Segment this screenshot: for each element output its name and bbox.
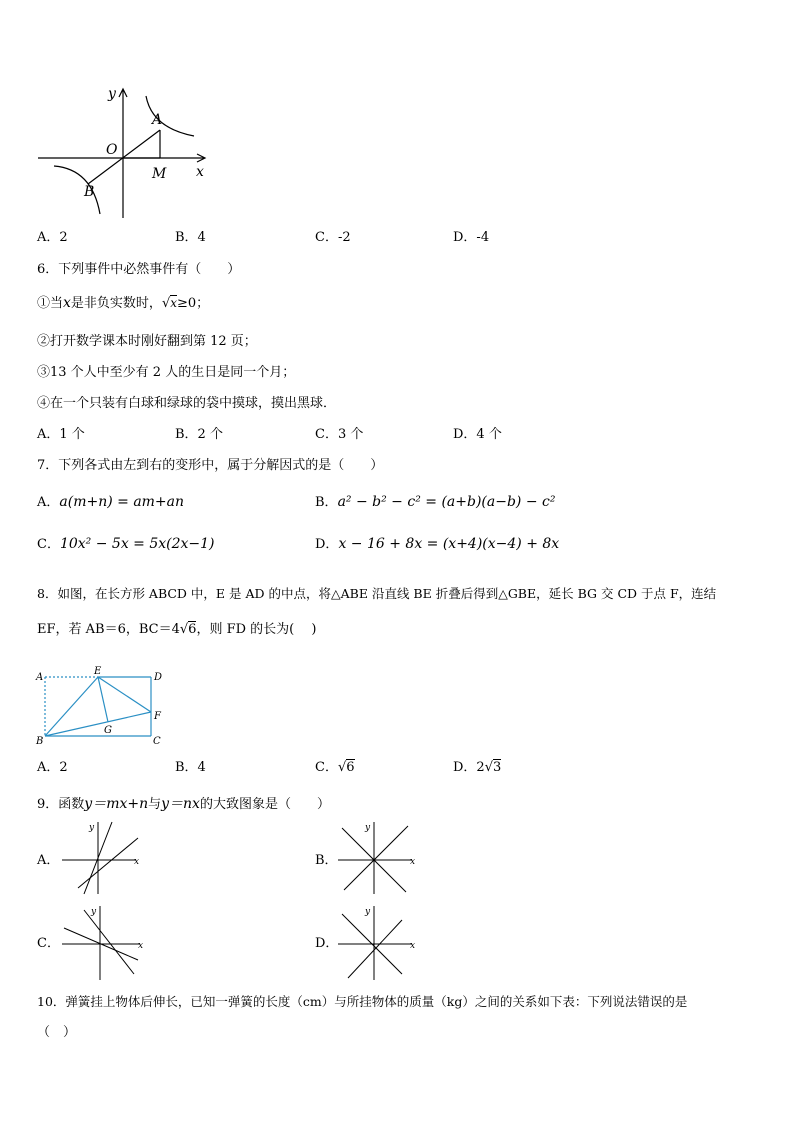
q9-stem — [37, 796, 330, 813]
q5-label-y: y — [108, 86, 116, 102]
q9a-label-y: y — [89, 823, 95, 833]
q8-option-c-label: C． — [315, 760, 338, 775]
q6-option-a[interactable]: A．1 个 — [37, 427, 85, 442]
q7-option-b[interactable] — [315, 494, 555, 511]
q8-stem-line-2-post: ，则 FD 的长为( ) — [196, 622, 317, 637]
q8-label-f: F — [154, 711, 161, 722]
q7-option-a-expr: a(m+n) = am+an — [59, 494, 185, 510]
q8-label-a: A — [36, 672, 44, 683]
q6-item-1 — [37, 295, 209, 312]
q10-stem-line-1: 10．弹簧挂上物体后伸长，已知一弹簧的长度（cm）与所挂物体的质量（kg）之间的关系如下表：下列说法错误的是 — [37, 994, 688, 1009]
q8-option-c[interactable] — [315, 760, 355, 776]
sqrt-icon: √ — [337, 760, 347, 775]
q8-figure — [34, 666, 170, 746]
q9b-label-y: y — [365, 823, 371, 833]
q7-option-d[interactable] — [315, 536, 559, 553]
q9-graph-b — [336, 818, 421, 898]
q8-label-e: E — [94, 666, 102, 677]
q5-option-d[interactable]: D．-4 — [453, 230, 490, 245]
q8-option-d[interactable] — [453, 760, 501, 776]
q9-option-d[interactable]: D． — [315, 936, 339, 951]
q9b-label-x: x — [410, 857, 416, 867]
q6-item-1-mid: 是非负实数时， — [70, 296, 162, 311]
q7-stem: 7．下列各式由左到右的变形中，属于分解因式的是（ ） — [37, 458, 384, 473]
q8-label-g: G — [104, 725, 112, 736]
q9-stem-pre: 9．函数 — [37, 797, 85, 812]
q8-stem-line-2-rad: 6 — [188, 622, 197, 637]
q9-stem-mid: 与 — [148, 797, 162, 812]
q8-option-c-rad: 6 — [346, 760, 355, 775]
q7-option-d-expr: x − 16 + 8x = (x+4)(x−4) + 8x — [338, 536, 560, 552]
q9-stem-f2: y＝nx — [161, 796, 200, 812]
q6-stem: 6．下列事件中必然事件有（ ） — [37, 262, 241, 277]
q8-segment-ef — [98, 677, 151, 712]
q8-option-a[interactable]: A．2 — [37, 760, 68, 775]
q8-stem-line-2 — [37, 622, 316, 638]
q5-label-b: B — [84, 184, 95, 200]
q5-label-m: M — [152, 166, 167, 182]
q6-item-1-sqrt: x — [170, 296, 178, 310]
q5-label-o: O — [106, 142, 118, 158]
q9c-label-y: y — [91, 907, 97, 917]
q8-stem-line-1: 8．如图，在长方形 ABCD 中，E 是 AD 的中点，将△ABE 沿直线 BE 折叠后得到△GBE，延长 BG 交 CD 于点 F，连结 — [37, 586, 717, 601]
q6-item-3: ③13 个人中至少有 2 人的生日是同一个月； — [37, 365, 296, 380]
q8-option-b[interactable]: B．4 — [175, 760, 206, 775]
q9c-line-2 — [84, 910, 134, 974]
q6-item-2: ②打开数学课本时刚好翻到第 12 页； — [37, 334, 257, 349]
q7-option-a[interactable] — [37, 494, 184, 511]
q7-option-b-expr: a² − b² − c² = (a+b)(a−b) − c² — [337, 494, 556, 510]
q9-option-b[interactable]: B． — [315, 853, 338, 868]
q7-option-d-label: D． — [315, 537, 339, 552]
q9-option-a[interactable]: A． — [37, 853, 60, 868]
q9-option-c[interactable]: C． — [37, 936, 60, 951]
q8-segment-bf — [45, 712, 151, 736]
q10-stem-line-2: （ ） — [37, 1025, 77, 1040]
q5-option-b[interactable]: B．4 — [175, 230, 206, 245]
q5-label-a: A — [152, 112, 163, 128]
sqrt-icon: √ — [161, 296, 171, 311]
q5-label-x: x — [196, 164, 204, 180]
q5-figure — [34, 84, 214, 220]
q6-option-d[interactable]: D．4 个 — [453, 427, 502, 442]
q6-item-1-var: x — [63, 295, 71, 311]
q6-item-4: ④在一个只装有白球和绿球的袋中摸球，摸出黑球． — [37, 396, 337, 411]
q9-stem-post: 的大致图象是（ ） — [199, 797, 330, 812]
sqrt-icon: √ — [179, 622, 189, 637]
q6-item-1-pre: ①当 — [37, 296, 64, 311]
q9d-label-y: y — [365, 907, 371, 917]
q9b-line-2 — [344, 826, 408, 890]
q9d-label-x: x — [410, 941, 416, 951]
q7-option-c-expr: 10x² − 5x = 5x(2x−1) — [59, 536, 215, 552]
q8-label-d: D — [154, 672, 163, 683]
q9-graph-d — [336, 902, 421, 982]
q7-option-c-label: C． — [37, 537, 60, 552]
q9a-label-x: x — [134, 857, 140, 867]
q9c-label-x: x — [138, 941, 144, 951]
q8-option-d-label: D．2 — [453, 760, 485, 775]
q5-option-a[interactable]: A．2 — [37, 230, 68, 245]
q8-option-d-rad: 3 — [493, 760, 502, 775]
q7-option-c[interactable] — [37, 536, 215, 553]
q8-segment-be — [45, 677, 98, 736]
sqrt-icon: √ — [484, 760, 493, 775]
q5-option-c[interactable]: C．-2 — [315, 230, 351, 245]
q5-line-ba — [88, 130, 160, 184]
q9a-line-2 — [78, 838, 138, 888]
q9-stem-f1: y＝mx+n — [84, 796, 149, 812]
q6-option-c[interactable]: C．3 个 — [315, 427, 364, 442]
q9-graph-c — [60, 902, 145, 982]
q8-label-c: C — [153, 736, 161, 746]
q6-item-1-post: ≥0； — [177, 296, 210, 311]
q8-stem-line-2-pre: EF，若 AB＝6，BC＝4 — [37, 622, 180, 637]
q9-graph-a — [60, 818, 145, 898]
q8-label-b: B — [36, 736, 44, 746]
q6-option-b[interactable]: B．2 个 — [175, 427, 223, 442]
q7-option-b-label: B． — [315, 495, 338, 510]
q8-segment-eg — [98, 677, 108, 722]
q7-option-a-label: A． — [37, 495, 60, 510]
